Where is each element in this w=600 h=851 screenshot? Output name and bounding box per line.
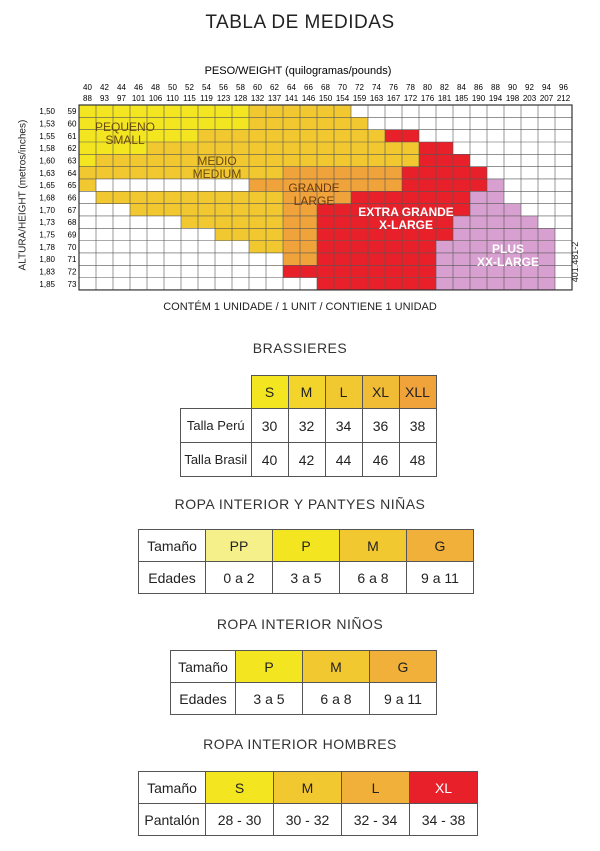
lbs-tick: 194 [488, 94, 503, 103]
cell: 38 [399, 409, 436, 443]
hombres-table [138, 771, 478, 836]
kg-tick: 94 [542, 83, 551, 92]
side-code: 401.481-2 [570, 241, 580, 283]
lbs-tick: 159 [352, 94, 367, 103]
kg-tick: 64 [287, 83, 296, 92]
kg-tick: 86 [474, 83, 483, 92]
cell: 30 [251, 409, 288, 443]
zone-cell [402, 167, 487, 179]
zone-cell [96, 191, 113, 203]
lbs-tick: 93 [100, 94, 109, 103]
table-row [171, 683, 437, 715]
brassieres-title: BRASSIERES [252, 340, 348, 356]
meter-tick: 1,50 [39, 107, 55, 117]
zone-label: LARGE [293, 194, 335, 208]
zone-cell [402, 179, 487, 191]
meter-tick: 1,73 [39, 218, 55, 228]
ninas-size-g: G [407, 530, 474, 562]
kg-tick: 70 [338, 83, 347, 92]
kg-tick: 42 [100, 83, 109, 92]
inch-tick: 64 [67, 168, 77, 178]
inch-tick: 65 [67, 181, 77, 191]
chart-caption: CONTÉM 1 UNIDADE / 1 UNIT / CONTIENE 1 UNIDAD [163, 301, 437, 313]
ninos-title: ROPA INTERIOR NIÑOS [216, 616, 384, 632]
cell: 9 a 11 [407, 562, 474, 594]
kg-tick: 50 [168, 83, 177, 92]
kg-tick: 54 [202, 83, 211, 92]
ninos-size-p: P [236, 651, 303, 683]
kg-tick: 52 [185, 83, 194, 92]
inch-tick: 68 [67, 218, 77, 228]
meter-tick: 1,55 [39, 131, 55, 141]
kg-tick: 84 [457, 83, 466, 92]
inch-tick: 73 [67, 279, 77, 289]
table-row [181, 443, 437, 477]
zone-cell [249, 117, 368, 129]
meter-tick: 1,80 [39, 255, 55, 265]
cell: 32 - 34 [342, 804, 410, 836]
head-label: Tamaño [139, 530, 206, 562]
page-title: TABLA DE MEDIDAS [205, 12, 395, 33]
lbs-tick: 163 [369, 94, 384, 103]
kg-tick: 88 [491, 83, 500, 92]
zone-cell [453, 216, 538, 228]
cell: 36 [362, 409, 399, 443]
hombres-size-s: S [206, 772, 274, 804]
zone-cell [283, 167, 402, 179]
inch-tick: 72 [67, 267, 77, 277]
cell: 34 - 38 [410, 804, 478, 836]
bra-size-s: S [251, 376, 288, 409]
lbs-tick: 119 [200, 94, 213, 103]
row-label: Talla Brasil [181, 443, 252, 477]
zone-cell [317, 278, 436, 290]
ninas-table [138, 529, 474, 594]
row-label: Pantalón [139, 804, 206, 836]
zone-label: MEDIO [197, 154, 237, 168]
cell: 44 [325, 443, 362, 477]
zone-cell [317, 253, 436, 265]
lbs-tick: 115 [183, 94, 196, 103]
meter-tick: 1,65 [39, 181, 55, 191]
inch-tick: 67 [67, 205, 77, 215]
kg-tick: 68 [321, 83, 330, 92]
cell: 9 a 11 [370, 683, 437, 715]
height-axis-label: ALTURA/HEIGHT (metros/inches) [17, 119, 29, 271]
meter-tick: 1,63 [39, 168, 55, 178]
bra-size-l: L [325, 376, 362, 409]
meter-tick: 1,60 [39, 156, 55, 166]
kg-tick: 90 [508, 83, 517, 92]
zone-cell [487, 179, 504, 191]
inch-tick: 71 [67, 255, 77, 265]
hombres-title: ROPA INTERIOR HOMBRES [203, 736, 397, 752]
table-row [139, 562, 474, 594]
zone-cell [198, 130, 385, 142]
lbs-tick: 123 [216, 94, 231, 103]
cell: 34 [325, 409, 362, 443]
lbs-tick: 106 [148, 94, 163, 103]
row-label: Talla Perú [181, 409, 252, 443]
table-row [181, 409, 437, 443]
head-label: Tamaño [171, 651, 236, 683]
inch-tick: 66 [67, 193, 77, 203]
lbs-tick: 198 [505, 94, 520, 103]
lbs-tick: 203 [522, 94, 537, 103]
cell: 3 a 5 [236, 683, 303, 715]
lbs-tick: 110 [166, 94, 179, 103]
zone-label: GRANDE [288, 181, 340, 195]
zone-cell [79, 179, 96, 191]
zone-cell [317, 241, 436, 253]
inch-tick: 59 [67, 107, 77, 117]
empty-cell [181, 376, 252, 409]
lbs-tick: 128 [233, 94, 248, 103]
hombres-size-l: L [342, 772, 410, 804]
lbs-tick: 88 [83, 94, 92, 103]
inch-tick: 63 [67, 156, 77, 166]
meter-tick: 1,70 [39, 205, 55, 215]
cell: 6 a 8 [340, 562, 407, 594]
zone-cell [351, 191, 470, 203]
head-label: Tamaño [139, 772, 206, 804]
cell: 40 [251, 443, 288, 477]
kg-tick: 80 [423, 83, 432, 92]
bra-size-xl: XL [362, 376, 399, 409]
zone-cell [96, 154, 419, 166]
lbs-tick: 172 [403, 94, 418, 103]
lbs-tick: 101 [131, 94, 146, 103]
hombres-size-m: M [274, 772, 342, 804]
ninas-size-p: P [273, 530, 340, 562]
lbs-tick: 154 [335, 94, 350, 103]
bra-size-m: M [288, 376, 325, 409]
zone-label: SMALL [105, 133, 145, 147]
row-label: Edades [171, 683, 236, 715]
cell: 0 a 2 [206, 562, 273, 594]
bra-size-xll: XLL [399, 376, 436, 409]
lbs-tick: 150 [318, 94, 333, 103]
meter-tick: 1,85 [39, 279, 55, 289]
ninos-table [170, 650, 437, 715]
meter-tick: 1,53 [39, 119, 55, 129]
kg-tick: 48 [151, 83, 160, 92]
meter-tick: 1,78 [39, 242, 55, 252]
zone-label: XX-LARGE [476, 255, 540, 269]
kg-tick: 60 [253, 83, 262, 92]
kg-tick: 78 [406, 83, 415, 92]
lbs-tick: 137 [267, 94, 282, 103]
zone-cell [419, 154, 470, 166]
hombres-size-xl: XL [410, 772, 478, 804]
ninas-size-pp: PP [206, 530, 273, 562]
cell: 6 a 8 [303, 683, 370, 715]
lbs-tick: 190 [471, 94, 486, 103]
cell: 48 [399, 443, 436, 477]
kg-tick: 40 [83, 83, 92, 92]
row-label: Edades [139, 562, 206, 594]
inch-tick: 70 [67, 242, 77, 252]
inch-tick: 62 [67, 144, 77, 154]
brassieres-table [180, 375, 437, 477]
inch-tick: 60 [67, 119, 77, 129]
lbs-tick: 141 [284, 94, 299, 103]
ninos-size-m: M [303, 651, 370, 683]
kg-tick: 92 [525, 83, 534, 92]
zone-cell [436, 278, 555, 290]
meter-tick: 1,68 [39, 193, 55, 203]
lbs-tick: 97 [117, 94, 126, 103]
cell: 30 - 32 [274, 804, 342, 836]
table-row [139, 804, 478, 836]
kg-tick: 44 [117, 83, 126, 92]
kg-tick: 72 [355, 83, 364, 92]
inch-tick: 69 [67, 230, 77, 240]
lbs-tick: 146 [301, 94, 316, 103]
zone-label: X-LARGE [379, 218, 433, 232]
meter-tick: 1,75 [39, 230, 55, 240]
kg-tick: 82 [440, 83, 449, 92]
zone-cell [283, 265, 436, 277]
kg-tick: 58 [236, 83, 245, 92]
lbs-tick: 167 [386, 94, 401, 103]
kg-tick: 76 [389, 83, 398, 92]
cell: 3 a 5 [273, 562, 340, 594]
zone-label: PEQUENO [94, 120, 156, 134]
lbs-tick: 132 [250, 94, 265, 103]
cell: 32 [288, 409, 325, 443]
cell: 46 [362, 443, 399, 477]
zone-cell [79, 154, 96, 166]
lbs-tick: 207 [539, 94, 554, 103]
lbs-tick: 185 [454, 94, 469, 103]
meter-tick: 1,58 [39, 144, 55, 154]
size-chart [0, 0, 600, 300]
lbs-tick: 176 [420, 94, 435, 103]
kg-tick: 62 [270, 83, 279, 92]
kg-tick: 56 [219, 83, 228, 92]
lbs-tick: 212 [556, 94, 571, 103]
inch-tick: 61 [67, 131, 77, 141]
zone-label: MEDIUM [192, 167, 242, 181]
zone-cell [470, 204, 521, 216]
kg-tick: 66 [304, 83, 313, 92]
zone-label: EXTRA GRANDE [358, 205, 454, 219]
kg-tick: 74 [372, 83, 381, 92]
zone-label: PLUS [491, 242, 525, 256]
kg-tick: 46 [134, 83, 143, 92]
ninos-size-g: G [370, 651, 437, 683]
cell: 28 - 30 [206, 804, 274, 836]
lbs-tick: 181 [437, 94, 452, 103]
meter-tick: 1,83 [39, 267, 55, 277]
ninas-size-m: M [340, 530, 407, 562]
weight-axis-label: PESO/WEIGHT (quilogramas/pounds) [204, 65, 392, 77]
kg-tick: 96 [559, 83, 568, 92]
ninas-title: ROPA INTERIOR Y PANTYES NIÑAS [174, 496, 426, 512]
zone-cell [130, 204, 283, 216]
cell: 42 [288, 443, 325, 477]
